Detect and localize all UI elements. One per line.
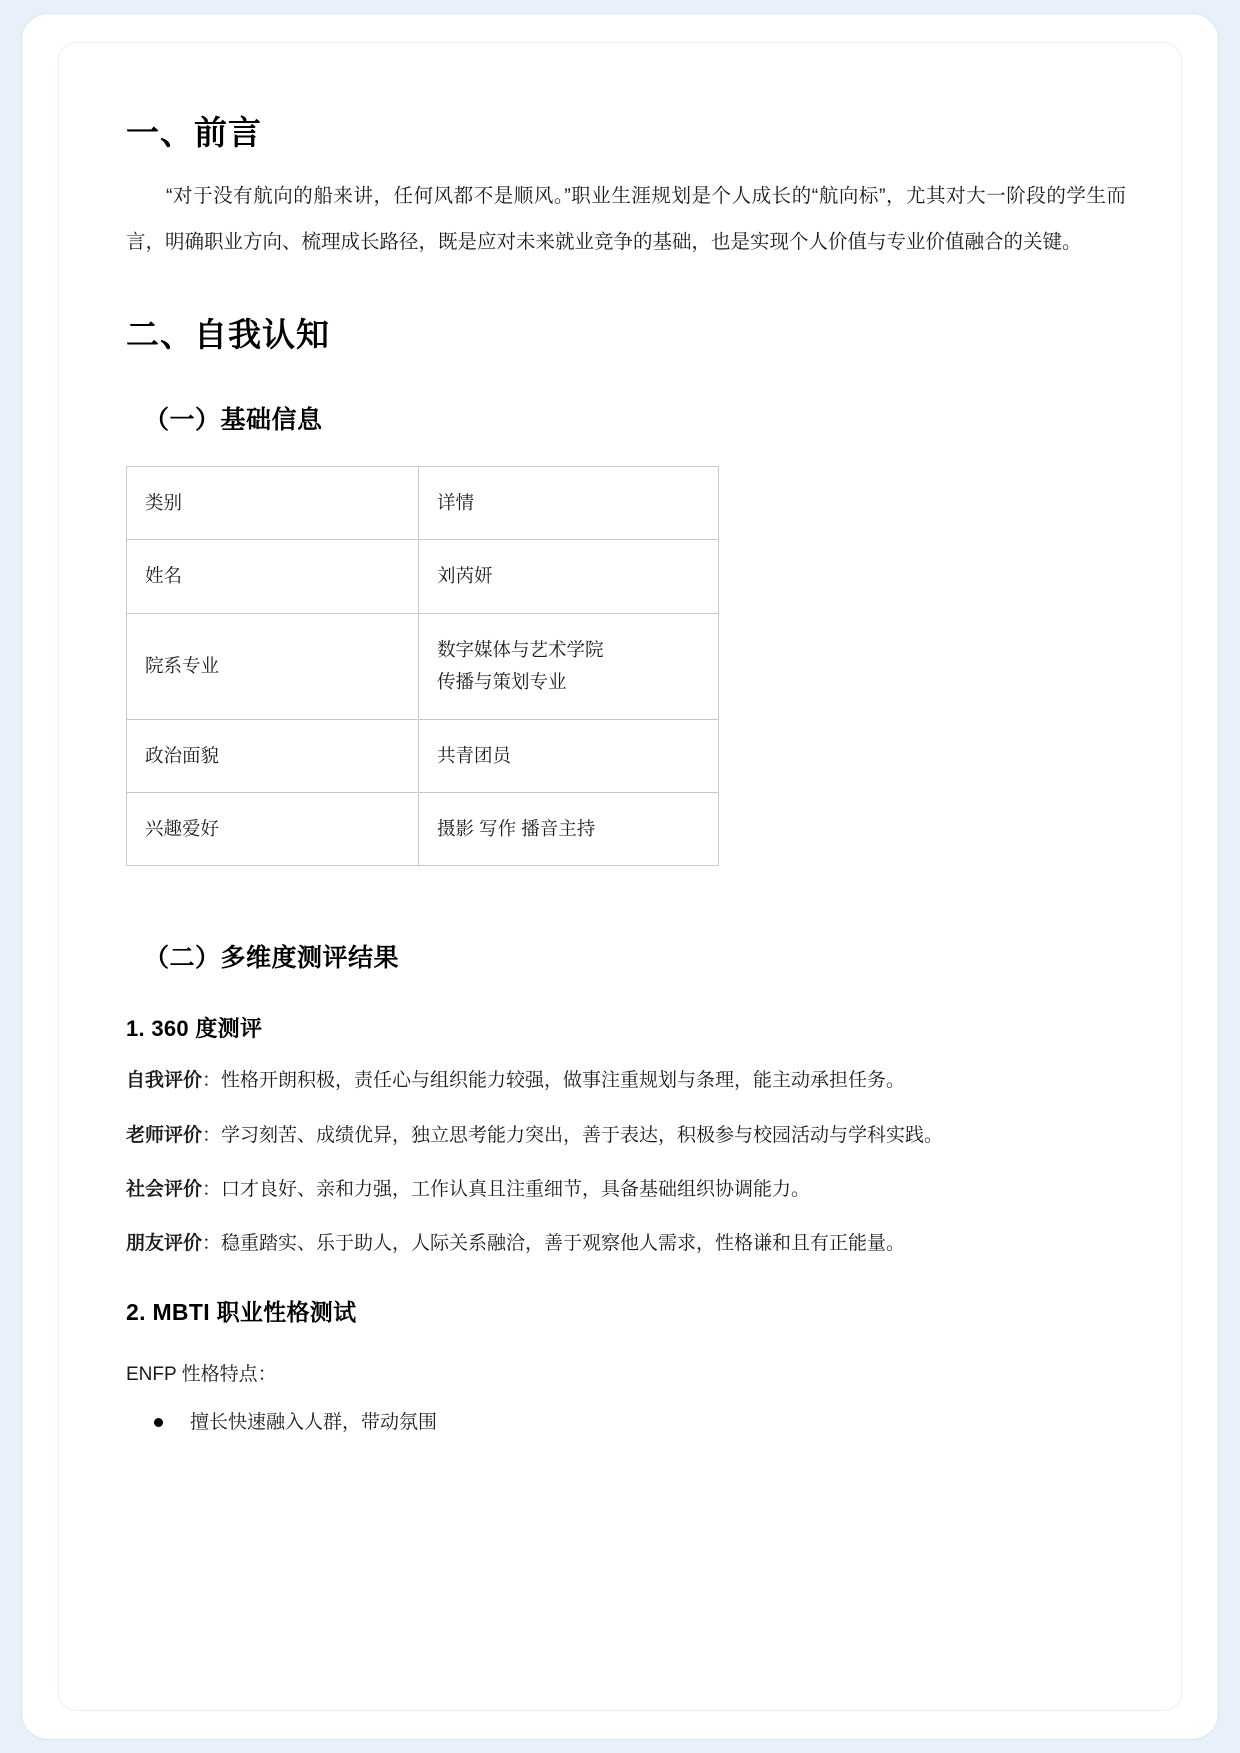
table-header-detail: 详情 (419, 467, 719, 540)
row-value-political: 共青团员 (419, 719, 719, 792)
subsection-heading-assessment: （二）多维度测评结果 (144, 944, 400, 973)
evaluation-social-text: ：口才良好、亲和力强，工作认真且注重细节，具备基础组织协调能力。 (202, 1178, 811, 1200)
heading-360-assessment: 1. 360 度测评 (126, 1016, 263, 1042)
row-value-major-line1: 数字媒体与艺术学院 (437, 638, 604, 660)
row-label-name: 姓名 (127, 540, 419, 613)
table-row (127, 613, 719, 719)
table-header-category: 类别 (127, 467, 419, 540)
evaluation-friend-text: ：稳重踏实、乐于助人，人际关系融洽，善于观察他人需求，性格谦和且有正能量。 (202, 1233, 906, 1255)
evaluation-self-text: ：性格开朗积极，责任心与组织能力较强，做事注重规划与条理，能主动承担任务。 (202, 1070, 906, 1092)
evaluation-friend (126, 1228, 1126, 1260)
mbti-traits-list (126, 1406, 1126, 1440)
section-heading-self-cognition: 二、自我认知 (126, 315, 330, 353)
evaluation-self (126, 1065, 1126, 1097)
evaluation-social-label: 社会评价 (126, 1178, 203, 1200)
table-row (127, 540, 719, 613)
section-heading-preface: 一、前言 (126, 114, 262, 151)
preface-paragraph: “对于没有航向的船来讲，任何风都不是顺风。”职业生涯规划是个人成长的“航向标”，尤其对大一阶段的学生而言，明确职业方向、梳理成长路径，既是应对未来就业竞争的基础，也是实现个人价值与专业价值融合的关键。 (126, 185, 1126, 253)
row-label-political: 政治面貌 (127, 719, 419, 792)
evaluation-friend-label: 朋友评价 (126, 1233, 203, 1255)
evaluation-teacher (126, 1120, 1126, 1152)
row-value-name: 刘芮妍 (419, 540, 719, 613)
row-label-hobbies: 兴趣爱好 (127, 792, 419, 865)
row-value-hobbies: 摄影 写作 播音主持 (419, 792, 719, 865)
table-row (127, 467, 719, 540)
subsection-heading-basic-info: （一）基础信息 (144, 406, 323, 434)
table-row (127, 719, 719, 792)
row-value-major-line2: 传播与策划专业 (437, 671, 567, 693)
table-row (127, 792, 719, 865)
document-page (22, 14, 1218, 1739)
row-value-major (419, 613, 719, 719)
evaluation-teacher-text: ：学习刻苦、成绩优异，独立思考能力突出，善于表达，积极参与校园活动与学科实践。 (202, 1124, 944, 1146)
heading-mbti-test: 2. MBTI 职业性格测试 (126, 1299, 357, 1326)
list-item: 擅长快速融入人群，带动氛围 (154, 1406, 1126, 1440)
evaluation-teacher-label: 老师评价 (126, 1124, 203, 1146)
evaluation-social (126, 1174, 1126, 1206)
row-label-major: 院系专业 (127, 613, 419, 719)
mbti-intro-text: ENFP 性格特点： (126, 1364, 277, 1386)
basic-info-table (126, 466, 719, 866)
evaluation-self-label: 自我评价 (126, 1070, 203, 1092)
document-content (126, 110, 1126, 1441)
